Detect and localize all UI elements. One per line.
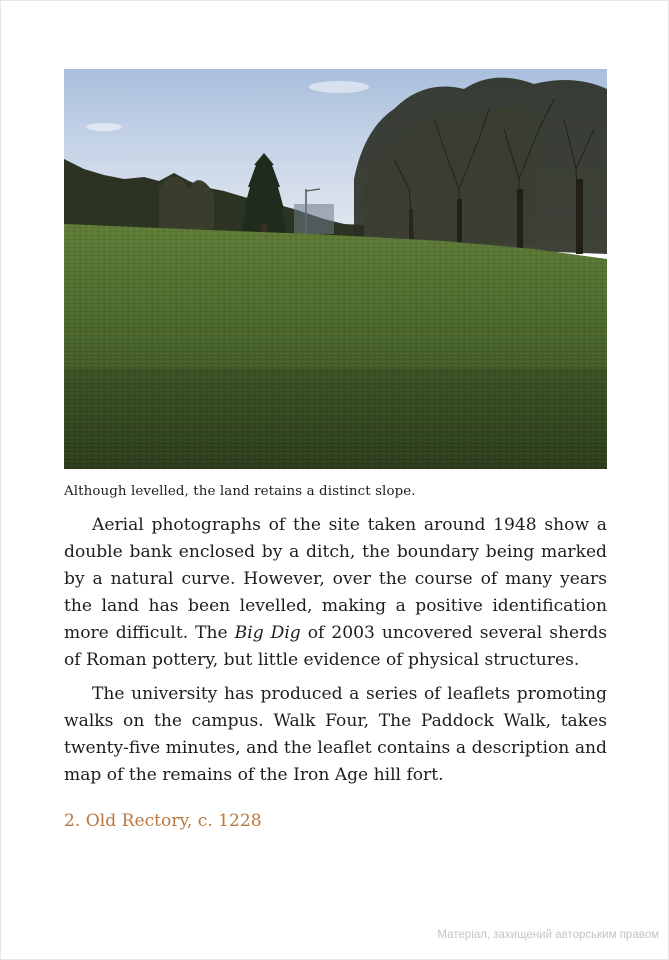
section-heading: 2. Old Rectory, c. 1228: [64, 811, 262, 831]
paragraph1-text-start: Aerial photographs of the site taken around 1948 show a double bank enclosed by a ditch, the boundary being marked by a natural curve. However, over the course of many years the land has been levelled, making a positive identification more difficult. The: [64, 515, 607, 643]
field-photo: [64, 69, 607, 469]
big-dig-title: Big Dig: [234, 623, 301, 643]
body-text: [64, 512, 607, 789]
copyright-watermark: Матеріал, захищений авторським правом: [437, 929, 659, 941]
paragraph1-text-end: of 2003 uncovered several sherds of Roman pottery, but little evidence of physical structures.: [64, 623, 607, 670]
paragraph-aerial-photographs: [64, 512, 607, 674]
paragraph-university-leaflets: The university has produced a series of leaflets promoting walks on the campus. Walk Four, The Paddock Walk, takes twenty-five minutes, and the leaflet contains a description and map of the remains of the Iron Age hill fort.: [64, 684, 607, 785]
photo-caption: Although levelled, the land retains a distinct slope.: [64, 484, 416, 499]
